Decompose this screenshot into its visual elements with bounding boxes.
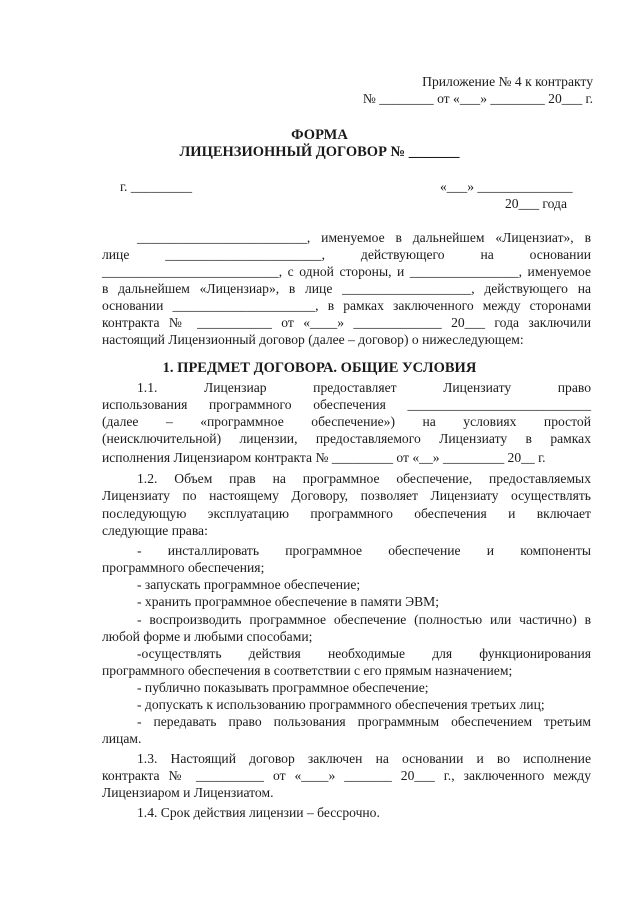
- preamble-line: _________________________, именуемое в дальнейшем «Лицензиат», в: [137, 230, 591, 245]
- clause-1-2-line: Лицензиату по настоящему Договору, позволяет Лицензиату осуществлять: [102, 488, 591, 503]
- preamble-line: настоящий Лицензионный договор (далее – договор) о нижеследующем:: [102, 332, 524, 347]
- city-field: г. _________: [120, 179, 193, 194]
- rights-list-item: - публично показывать программное обеспечение;: [137, 680, 429, 695]
- rights-list-item: - допускать к использованию программного обеспечения третьих лиц;: [137, 697, 545, 712]
- date-field: «___» ______________: [440, 179, 573, 194]
- clause-1-2-line: следующие права:: [102, 523, 208, 538]
- clause-1-2-line: последующую эксплуатацию программного обеспечения и включает: [102, 506, 591, 521]
- preamble-line: в дальнейшем «Лицензиар», в лице ___________________, действующего на: [102, 281, 591, 296]
- clause-1-3-line: 1.3. Настоящий договор заключен на основании и во исполнение: [137, 751, 591, 766]
- clause-1-3-line: Лицензиаром и Лицензиатом.: [102, 785, 274, 800]
- preamble-line: лице _______________________, действующего на основании: [102, 247, 591, 262]
- year-field: 20___ года: [505, 196, 567, 211]
- rights-list-item: - хранить программное обеспечение в памяти ЭВМ;: [137, 594, 440, 609]
- clause-1-1-line: исполнения Лицензиаром контракта № _________ от «__» _________ 20__ г.: [102, 450, 546, 465]
- rights-list-item: - запускать программное обеспечение;: [137, 577, 361, 592]
- preamble-line: основании _____________________, в рамках заключенного между сторонами: [102, 298, 591, 313]
- clause-1-1-line: (далее – «программное обеспечение») на условиях простой: [102, 414, 591, 429]
- clause-1-1-line: 1.1. Лицензиар предоставляет Лицензиату право: [137, 380, 591, 395]
- clause-1-3-line: контракта № __________ от «____» _______ 20___ г., заключенного между: [102, 768, 591, 783]
- rights-list-item: - воспроизводить программное обеспечение (полностью или частично) в: [137, 612, 591, 627]
- clause-1-2-line: 1.2. Объем прав на программное обеспечение, предоставляемых: [137, 471, 591, 486]
- clause-1-4: 1.4. Срок действия лицензии – бессрочно.: [137, 805, 380, 820]
- rights-list-item: -осуществлять действия необходимые для функционирования: [137, 646, 591, 661]
- rights-list-item: любой форме и любыми способами;: [102, 629, 313, 644]
- preamble-line: __________________________, с одной стороны, и ________________, именуемое: [102, 264, 591, 279]
- rights-list-item: программного обеспечения;: [102, 560, 265, 575]
- rights-list-item: - инсталлировать программное обеспечение и компоненты: [137, 543, 591, 558]
- clause-1-1-line: (неисключительной) лицензии, предоставляемого Лицензиату в рамках: [102, 431, 591, 446]
- contract-title: ЛИЦЕНЗИОННЫЙ ДОГОВОР № _______: [179, 144, 460, 160]
- clause-1-1-line: использования программного обеспечения ___________________________: [102, 397, 591, 412]
- form-title: ФОРМА: [291, 127, 348, 143]
- rights-list-item: - передавать право пользования программным обеспечением третьим: [137, 714, 591, 729]
- rights-list-item: лицам.: [102, 731, 142, 746]
- rights-list-item: программного обеспечения в соответствии с его прямым назначением;: [102, 663, 513, 678]
- preamble-line: контракта № ___________ от «____» _____________ 20___ года заключили: [102, 315, 591, 330]
- annex-contract-number: № ________ от «___» ________ 20___ г.: [362, 91, 593, 106]
- section-heading: 1. ПРЕДМЕТ ДОГОВОРА. ОБЩИЕ УСЛОВИЯ: [162, 360, 477, 376]
- annex-reference: Приложение № 4 к контракту: [422, 74, 593, 89]
